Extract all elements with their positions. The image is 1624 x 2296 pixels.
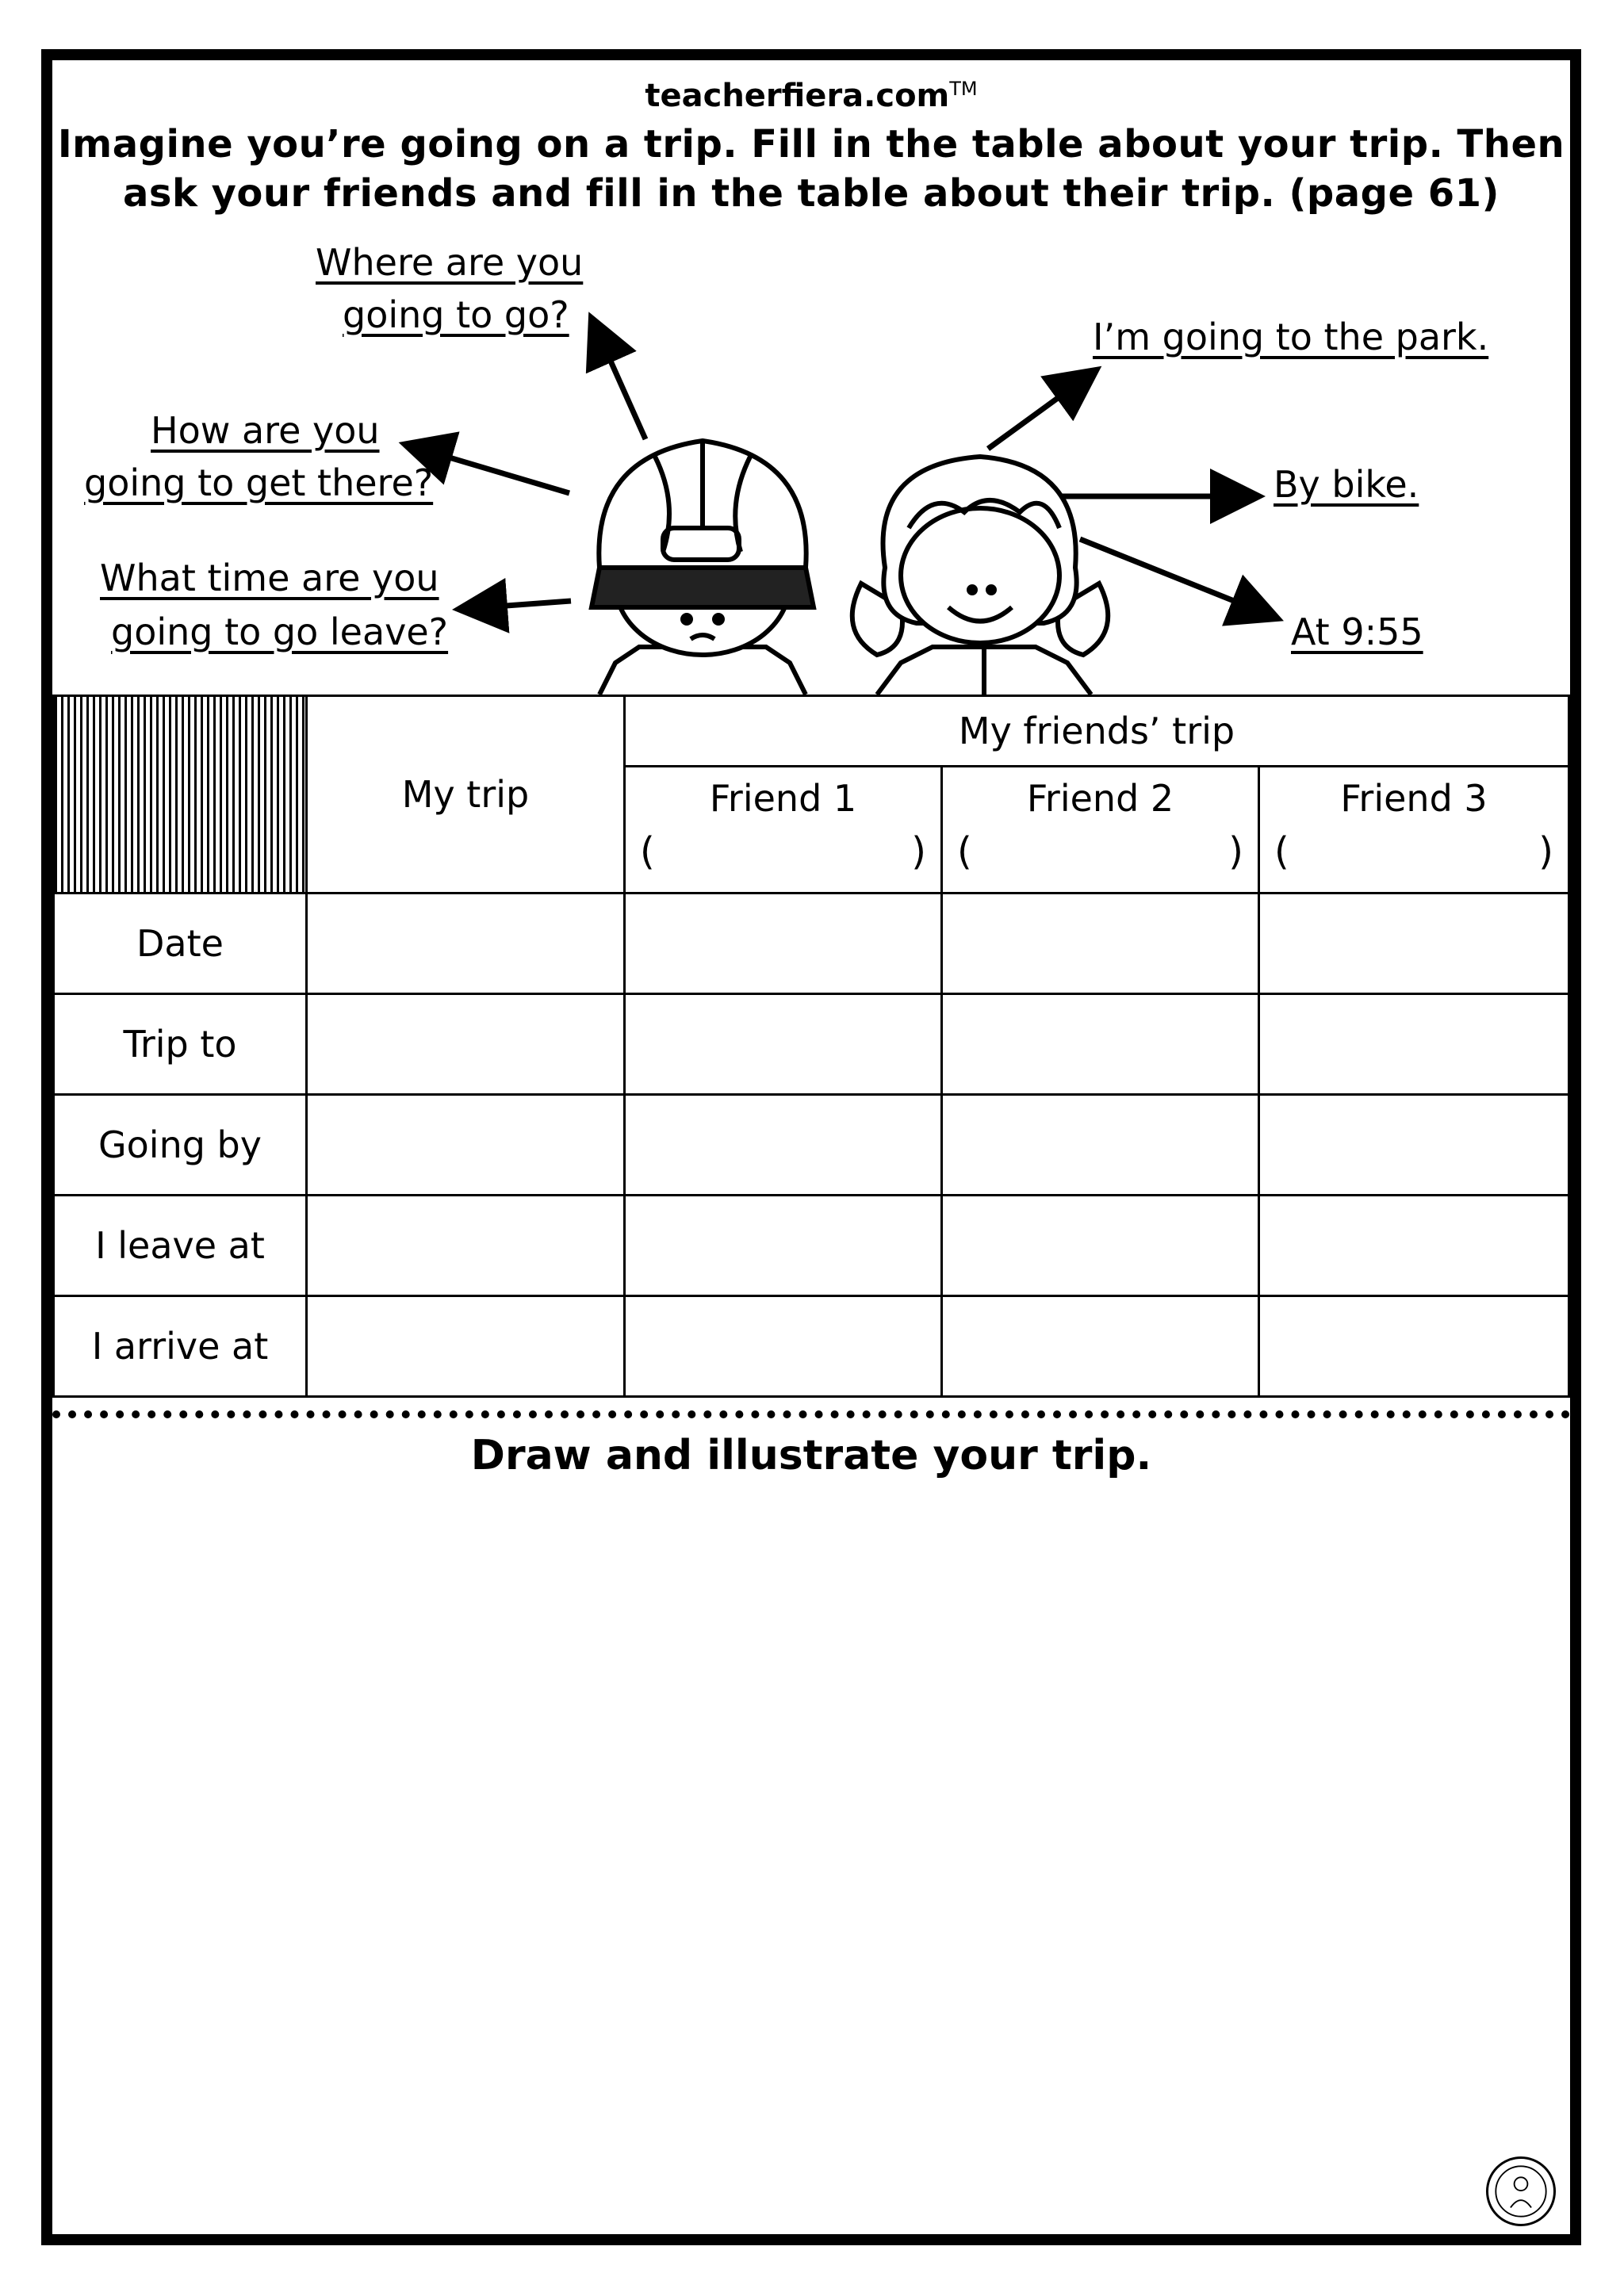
row-label-trip-to [52,993,308,1096]
cell-friend-3-going-by[interactable] [1258,1093,1570,1196]
question-time-line1: What time are you [100,557,439,599]
row-label-text: I arrive at [91,1325,269,1368]
friend-3-label: Friend 3 [1340,777,1488,820]
header-my-trip [305,695,626,894]
friend-1-paren-open: ( [640,829,655,874]
cell-friend-2-arrive-at[interactable] [940,1295,1260,1398]
header-friend-3 [1258,765,1570,894]
row-label-text: Trip to [123,1023,237,1066]
trademark-mark: TM [949,78,978,100]
row-label-going-by [52,1093,308,1196]
friend-2-paren-close: ) [1228,829,1243,874]
cell-friend-2-trip-to[interactable] [940,993,1260,1096]
row-label-date [52,892,308,995]
cell-my-trip-leave-at[interactable] [305,1194,626,1297]
question-where-line1: Where are you [316,241,584,284]
friend-2-label: Friend 2 [1026,777,1174,820]
friend-1-label: Friend 1 [709,777,857,820]
friend-1-paren-close: ) [911,829,926,874]
cell-friend-1-trip-to[interactable] [623,993,943,1096]
question-where-line2: going to go? [343,293,569,336]
teacherfiera-seal-icon [1486,2156,1556,2226]
cell-friend-1-leave-at[interactable] [623,1194,943,1297]
row-label-arrive-at [52,1295,308,1398]
friend-3-paren-open: ( [1274,829,1289,874]
question-how-line2: going to get there? [84,461,434,504]
draw-title: Draw and illustrate your trip. [470,1432,1152,1479]
cell-friend-2-date[interactable] [940,892,1260,995]
boy-icon [592,441,814,695]
row-label-leave-at [52,1194,308,1297]
cell-friend-1-going-by[interactable] [623,1093,943,1196]
cell-friend-3-arrive-at[interactable] [1258,1295,1570,1398]
cell-my-trip-date[interactable] [305,892,626,995]
corner-hatched-cell [52,695,308,894]
header-friends-trip [623,695,1570,767]
row-label-text: Going by [98,1123,262,1166]
row-label-text: I leave at [95,1224,265,1267]
arrow-lines [409,322,1274,617]
friend-3-paren-close: ) [1538,829,1553,874]
cell-friend-2-leave-at[interactable] [940,1194,1260,1297]
trip-table [52,695,1570,1400]
kids-illustration [52,60,1570,710]
header-friend-2 [940,765,1260,894]
friend-2-paren-open: ( [957,829,972,874]
answer-time: At 9:55 [1291,610,1423,653]
site-text: teacherfiera.com [645,78,950,114]
cell-friend-2-going-by[interactable] [940,1093,1260,1196]
my-trip-label: My trip [401,773,530,816]
friends-trip-label: My friends’ trip [958,710,1235,752]
worksheet [41,49,1581,2245]
cell-my-trip-trip-to[interactable] [305,993,626,1096]
question-time-line2: going to go leave? [111,610,449,653]
instruction-line-2: ask your friends and fill in the table about their trip. (page 61) [123,171,1500,216]
cell-my-trip-arrive-at[interactable] [305,1295,626,1398]
answer-park: I’m going to the park. [1093,316,1489,358]
dotted-divider [52,1410,1570,1418]
header-friend-1 [623,765,943,894]
cell-friend-3-date[interactable] [1258,892,1570,995]
cell-friend-1-arrive-at[interactable] [623,1295,943,1398]
cell-friend-3-leave-at[interactable] [1258,1194,1570,1297]
cell-friend-3-trip-to[interactable] [1258,993,1570,1096]
drawing-area[interactable] [52,1495,1570,2145]
girl-icon [852,457,1109,695]
answer-bike: By bike. [1274,463,1419,506]
row-label-text: Date [136,922,224,965]
question-how-line1: How are you [151,409,380,452]
cell-friend-1-date[interactable] [623,892,943,995]
cell-my-trip-going-by[interactable] [305,1093,626,1196]
instruction-line-1: Imagine you’re going on a trip. Fill in the table about your trip. Then [57,122,1565,166]
